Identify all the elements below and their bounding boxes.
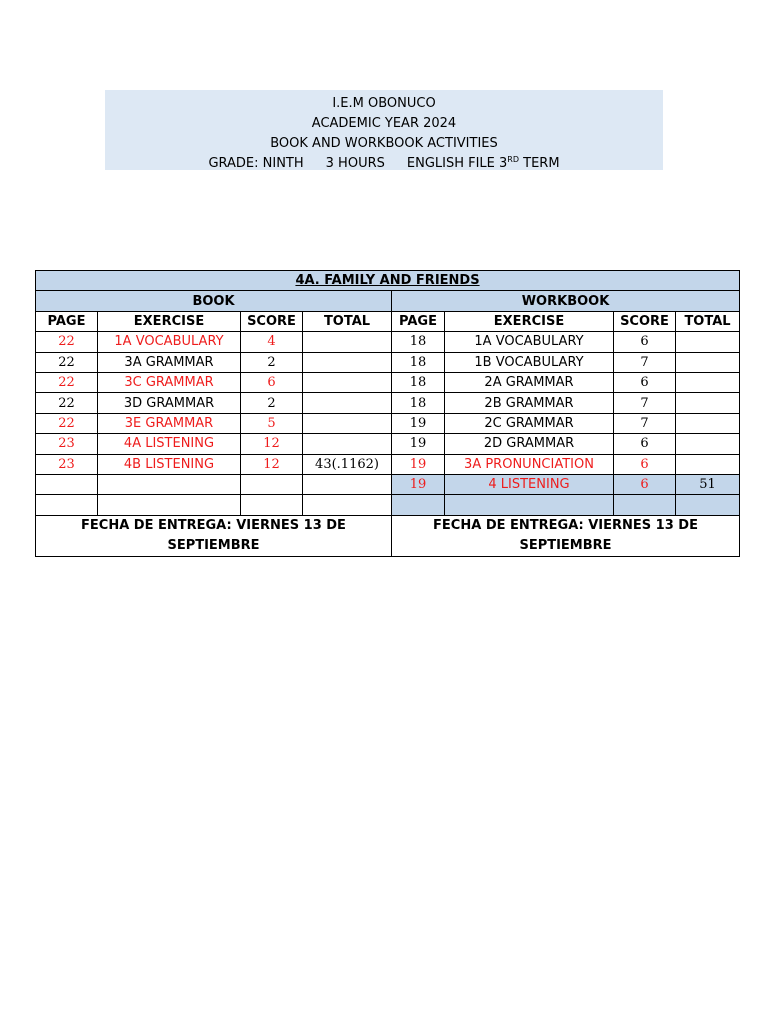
book-total-cell: [303, 393, 392, 413]
book-page-cell: 22: [36, 372, 98, 392]
workbook-exercise-header: EXERCISE: [445, 311, 614, 331]
workbook-page-header: PAGE: [392, 311, 445, 331]
workbook-total-cell: [676, 393, 740, 413]
term-text: [407, 156, 560, 171]
book-page-cell: 23: [36, 454, 98, 474]
school-name: I.E.M OBONUCO: [332, 96, 436, 111]
workbook-exercise-cell: 2C GRAMMAR: [445, 413, 614, 433]
workbook-score-cell: 7: [614, 393, 676, 413]
footer-row: [36, 515, 740, 556]
grade-line: [105, 154, 663, 174]
book-score-header: SCORE: [241, 311, 303, 331]
book-page-cell: [36, 495, 98, 515]
workbook-score-cell: 6: [614, 372, 676, 392]
book-total-cell: 43(.1162): [303, 454, 392, 474]
table-row: [36, 434, 740, 454]
workbook-total-cell: [676, 352, 740, 372]
book-total-cell: [303, 372, 392, 392]
book-score-cell: 2: [241, 352, 303, 372]
book-page-cell: 22: [36, 413, 98, 433]
workbook-score-cell: 7: [614, 352, 676, 372]
book-score-cell: 12: [241, 434, 303, 454]
activities-title: BOOK AND WORKBOOK ACTIVITIES: [270, 136, 498, 151]
workbook-score-cell: 6: [614, 454, 676, 474]
workbook-total-cell: [676, 495, 740, 515]
book-exercise-cell: 3D GRAMMAR: [98, 393, 241, 413]
workbook-exercise-cell: 2D GRAMMAR: [445, 434, 614, 454]
table-row: [36, 332, 740, 352]
book-exercise-cell: 1A VOCABULARY: [98, 332, 241, 352]
workbook-page-cell: [392, 495, 445, 515]
workbook-page-cell: 19: [392, 434, 445, 454]
workbook-exercise-cell: 2B GRAMMAR: [445, 393, 614, 413]
book-due-date: FECHA DE ENTREGA: VIERNES 13 DE SEPTIEMBRE: [36, 515, 392, 556]
book-page-cell: 23: [36, 434, 98, 454]
workbook-score-cell: [614, 495, 676, 515]
book-exercise-cell: 3A GRAMMAR: [98, 352, 241, 372]
workbook-page-cell: 19: [392, 474, 445, 494]
title-row: [36, 271, 740, 291]
book-page-cell: 22: [36, 332, 98, 352]
book-score-cell: 12: [241, 454, 303, 474]
book-score-cell: [241, 474, 303, 494]
workbook-page-cell: 18: [392, 393, 445, 413]
section-heading-row: [36, 291, 740, 311]
book-score-cell: 5: [241, 413, 303, 433]
term-superscript: RD: [507, 155, 520, 164]
workbook-total-cell: [676, 454, 740, 474]
table-row: [36, 352, 740, 372]
workbook-score-cell: 6: [614, 434, 676, 454]
workbook-due-date: FECHA DE ENTREGA: VIERNES 13 DE SEPTIEMBRE: [392, 515, 740, 556]
book-total-cell: [303, 332, 392, 352]
workbook-total-cell: 51: [676, 474, 740, 494]
term-suffix: TERM: [519, 156, 560, 171]
book-exercise-cell: [98, 495, 241, 515]
book-heading: BOOK: [36, 291, 392, 311]
workbook-page-cell: 19: [392, 454, 445, 474]
book-total-cell: [303, 352, 392, 372]
workbook-score-cell: 6: [614, 474, 676, 494]
unit-title: 4A. FAMILY AND FRIENDS: [36, 271, 740, 291]
book-exercise-cell: [98, 474, 241, 494]
workbook-score-cell: 7: [614, 413, 676, 433]
book-exercise-cell: 3E GRAMMAR: [98, 413, 241, 433]
book-total-cell: [303, 434, 392, 454]
activities-table: [35, 270, 740, 557]
workbook-exercise-cell: 4 LISTENING: [445, 474, 614, 494]
workbook-score-cell: 6: [614, 332, 676, 352]
term-prefix: ENGLISH FILE 3: [406, 156, 508, 171]
workbook-page-cell: 18: [392, 352, 445, 372]
workbook-total-cell: [676, 332, 740, 352]
workbook-page-cell: 19: [392, 413, 445, 433]
book-page-header: PAGE: [36, 311, 98, 331]
workbook-page-cell: 18: [392, 332, 445, 352]
workbook-exercise-cell: 1A VOCABULARY: [445, 332, 614, 352]
workbook-heading: WORKBOOK: [392, 291, 740, 311]
column-header-row: [36, 311, 740, 331]
book-score-cell: [241, 495, 303, 515]
book-exercise-cell: 3C GRAMMAR: [98, 372, 241, 392]
table-row: [36, 495, 740, 515]
workbook-exercise-cell: [445, 495, 614, 515]
table-row: [36, 393, 740, 413]
document-header: [105, 90, 663, 170]
workbook-score-header: SCORE: [614, 311, 676, 331]
workbook-exercise-cell: 2A GRAMMAR: [445, 372, 614, 392]
workbook-exercise-cell: 1B VOCABULARY: [445, 352, 614, 372]
book-exercise-cell: 4A LISTENING: [98, 434, 241, 454]
book-exercise-header: EXERCISE: [98, 311, 241, 331]
book-exercise-cell: 4B LISTENING: [98, 454, 241, 474]
workbook-total-cell: [676, 372, 740, 392]
academic-year: ACADEMIC YEAR 2024: [311, 116, 457, 131]
table-row: [36, 413, 740, 433]
hours-text: 3 HOURS: [325, 156, 385, 171]
workbook-total-cell: [676, 434, 740, 454]
book-total-header: TOTAL: [303, 311, 392, 331]
book-page-cell: 22: [36, 393, 98, 413]
workbook-total-header: TOTAL: [676, 311, 740, 331]
table-row: [36, 372, 740, 392]
grade-text: GRADE: NINTH: [208, 156, 304, 171]
book-page-cell: [36, 474, 98, 494]
book-page-cell: 22: [36, 352, 98, 372]
workbook-page-cell: 18: [392, 372, 445, 392]
workbook-total-cell: [676, 413, 740, 433]
book-total-cell: [303, 413, 392, 433]
table-row: [36, 474, 740, 494]
table-row: [36, 454, 740, 474]
book-score-cell: 2: [241, 393, 303, 413]
book-total-cell: [303, 474, 392, 494]
book-total-cell: [303, 495, 392, 515]
book-score-cell: 4: [241, 332, 303, 352]
book-score-cell: 6: [241, 372, 303, 392]
workbook-exercise-cell: 3A PRONUNCIATION: [445, 454, 614, 474]
